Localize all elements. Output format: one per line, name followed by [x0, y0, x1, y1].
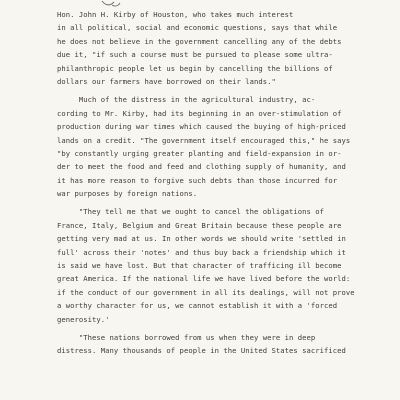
text-line: getting very mad at us. In other words we should write 'settled in	[57, 234, 346, 244]
text-line: due it, "if such a course must be pursued to please some ultra-	[57, 50, 333, 60]
text-line: Hon. John H. Kirby of Houston, who takes much interest	[57, 10, 294, 19]
text-line: great America. If the national life we have lived before the world:	[57, 274, 351, 284]
text-line: lands on a credit. "The government itself encouraged this," he says	[57, 135, 351, 145]
text-line: it has more reason to forgive such debts than those incurred for	[57, 175, 338, 185]
text-line: "These nations borrowed from us when they were in deep	[57, 332, 316, 342]
text-line: generosity.'	[57, 314, 110, 324]
text-line: philanthropic people let us begin by cancelling the billions of	[57, 63, 333, 73]
paragraph-4	[57, 331, 387, 358]
text-line: "by constantly urging greater planting and field-expansion in or-	[57, 148, 342, 158]
text-line: in all political, social and economic questions, says that while	[57, 23, 338, 33]
text-line: distress. Many thousands of people in the United States sacrificed	[57, 346, 346, 356]
typed-text-body	[57, 8, 387, 358]
text-line: he does not believe in the government cancelling any of the debts	[57, 36, 342, 46]
handwritten-mark	[100, 0, 122, 8]
text-line: der to meet the food and feed and clothing supply of humanity, and	[57, 162, 346, 172]
paragraph-3	[57, 205, 387, 326]
text-line: if the conduct of our government in all its dealings, will not prove	[57, 287, 355, 297]
text-line: Much of the distress in the agricultural industry, ac-	[57, 95, 316, 105]
text-line: full' across their 'notes' and thus buy back a friendship which it	[57, 247, 346, 257]
text-line: is said we have lost. But that character of trafficing ill become	[57, 261, 342, 271]
text-line: cording to Mr. Kirby, had its beginning in an over-stimulation of	[57, 108, 342, 118]
text-line: a worthy character for us, we cannot establish it with a 'forced	[57, 301, 338, 311]
text-line: France, Italy, Belgium and Great Britain because these people are	[57, 220, 342, 230]
text-line: production during war times which caused the buying of high-priced	[57, 122, 346, 132]
paragraph-2	[57, 93, 387, 200]
text-line: war purposes by foreign nations.	[57, 189, 198, 199]
paragraph-1	[57, 8, 387, 88]
text-line: "They tell me that we ought to cancel the obligations of	[57, 207, 325, 217]
text-line: dollars our farmers have borrowed on their lands."	[57, 76, 276, 86]
